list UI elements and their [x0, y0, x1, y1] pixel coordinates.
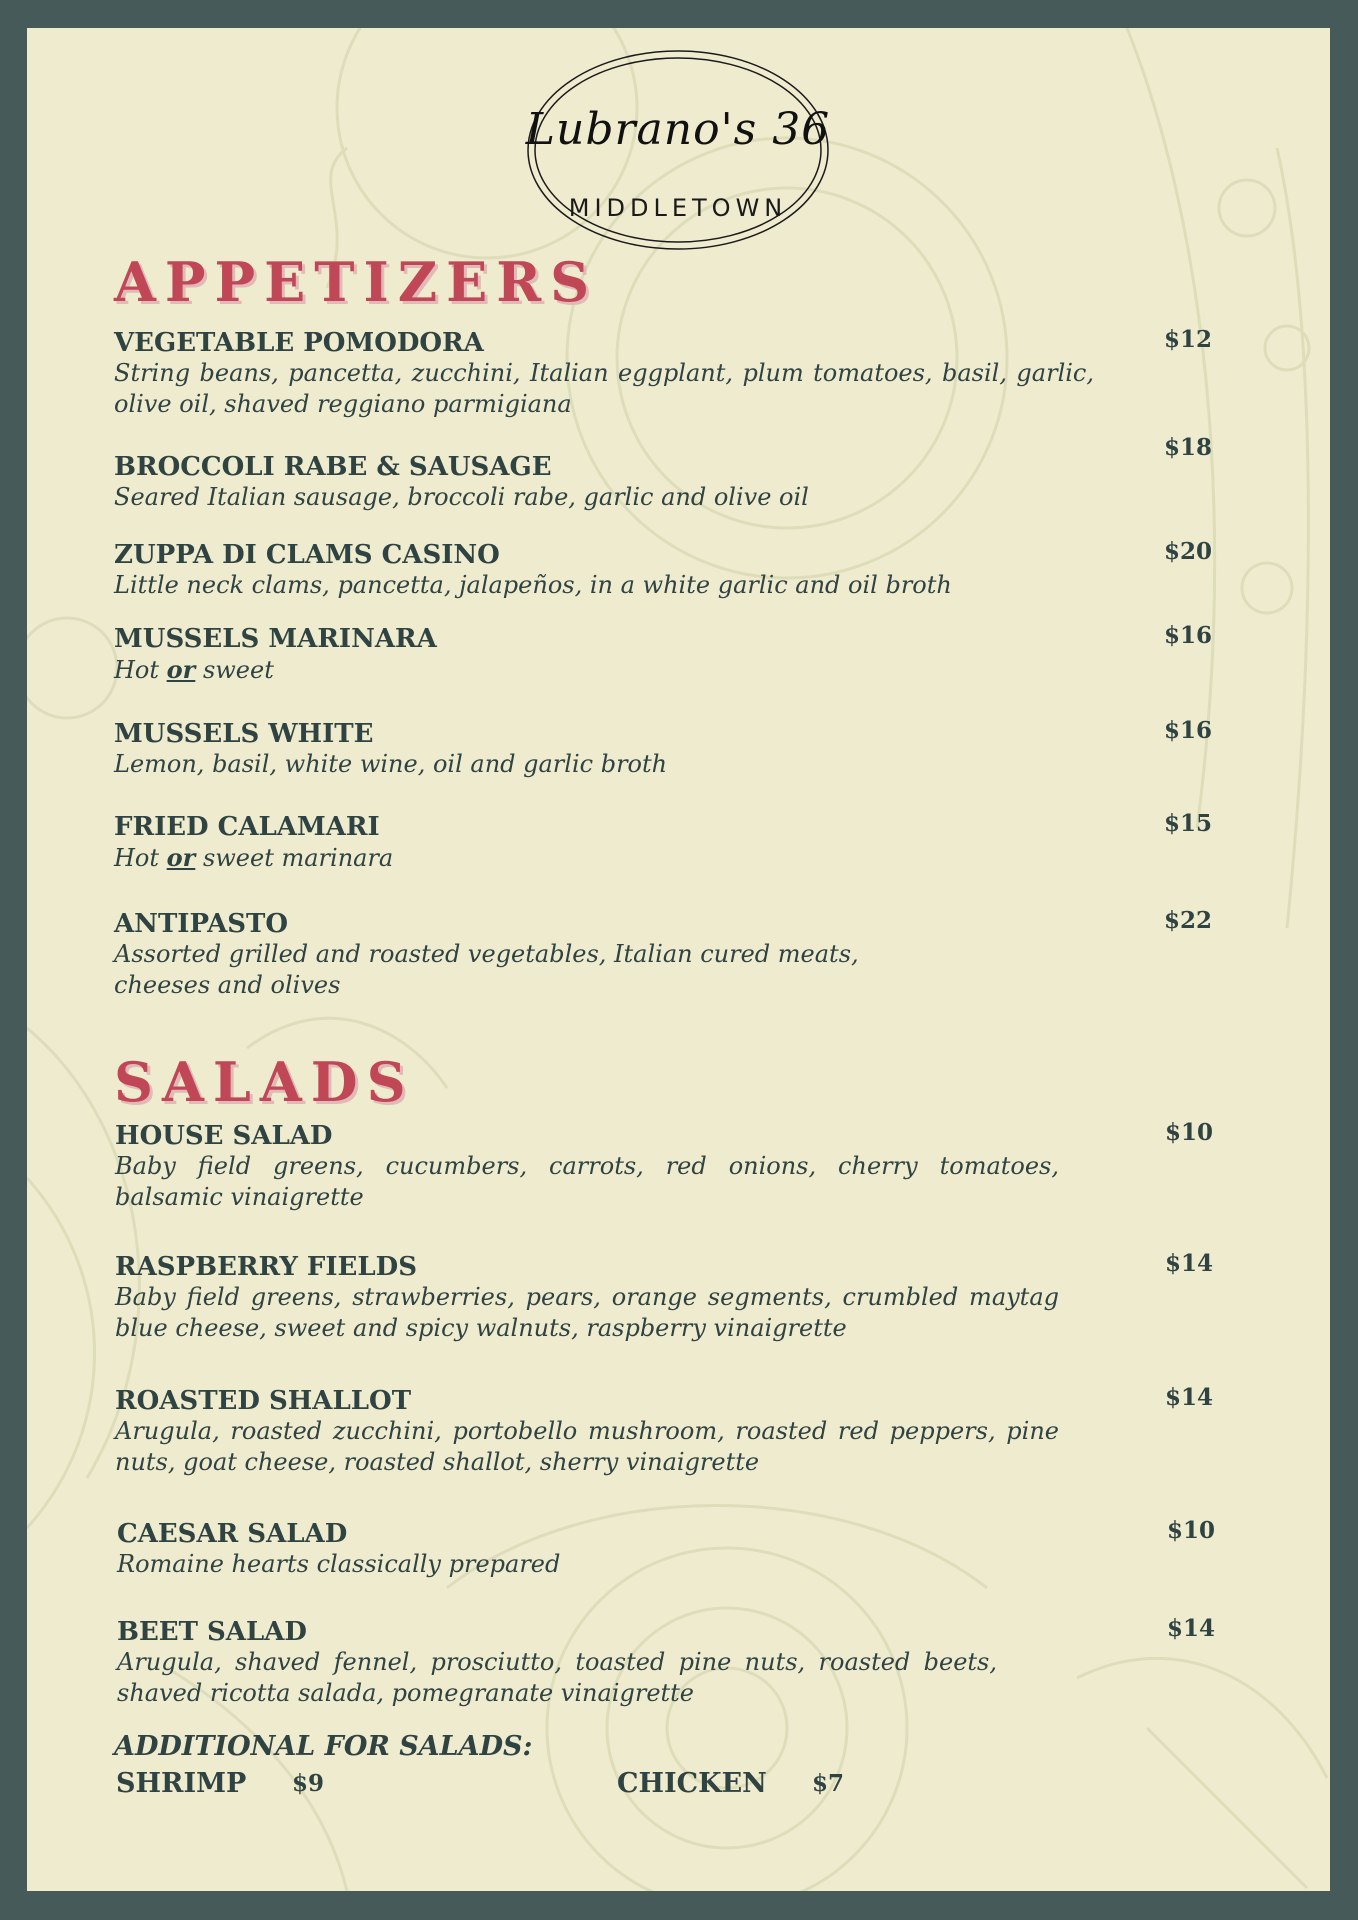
menu-item [114, 909, 884, 1001]
salads-heading: SALADS [114, 1050, 415, 1114]
logo-name: Lubrano's 36 [525, 104, 831, 155]
addon-chicken-price: $7 [812, 1770, 845, 1797]
menu-page [27, 28, 1330, 1891]
item-price: $16 [1164, 717, 1213, 744]
item-description: Baby field greens, cucumbers, carrots, red onions, cherry tomatoes, balsamic vinaigrette [115, 1152, 1059, 1211]
menu-item [115, 1252, 1059, 1344]
item-name: ZUPPA DI CLAMS CASINO [114, 540, 500, 570]
additional-heading: ADDITIONAL FOR SALADS: [114, 1731, 533, 1762]
item-name: HOUSE SALAD [115, 1121, 333, 1151]
restaurant-logo [525, 48, 831, 252]
menu-item [115, 1386, 1059, 1478]
addon-shrimp-price: $9 [292, 1770, 325, 1797]
item-price: $15 [1164, 810, 1213, 837]
item-price: $14 [1165, 1384, 1214, 1411]
item-name: RASPBERRY FIELDS [115, 1252, 417, 1282]
menu-item [114, 719, 1094, 780]
item-description: Romaine hearts classically prepared [117, 1550, 561, 1578]
menu-item [114, 540, 1094, 601]
item-price: $10 [1167, 1517, 1216, 1544]
item-description: Arugula, shaved fennel, prosciutto, toasted pine nuts, roasted beets, shaved ricotta salada, pomegranate vinaigrette [117, 1648, 997, 1707]
item-name: FRIED CALAMARI [114, 812, 380, 842]
item-name: BROCCOLI RABE & SAUSAGE [114, 452, 552, 482]
appetizers-heading: APPETIZERS [114, 250, 599, 314]
item-description: Seared Italian sausage, broccoli rabe, garlic and olive oil [114, 483, 809, 511]
menu-item [114, 452, 1094, 513]
menu-item [117, 1617, 997, 1709]
menu-item [117, 1519, 1061, 1580]
item-description [114, 842, 1094, 874]
item-price: $14 [1167, 1615, 1216, 1642]
desc-part: Hot [114, 656, 167, 684]
item-price: $18 [1164, 434, 1213, 461]
item-price: $14 [1165, 1250, 1214, 1277]
menu-item [114, 812, 1094, 874]
item-description: Arugula, roasted zucchini, portobello mushroom, roasted red peppers, pine nuts, goat cheese, roasted shallot, sherry vinaigrette [115, 1417, 1059, 1476]
menu-item [114, 328, 1094, 420]
addon-chicken-label: CHICKEN [617, 1768, 767, 1799]
item-description: Baby field greens, strawberries, pears, orange segments, crumbled maytag blue cheese, sweet and spicy walnuts, raspberry vinaigrette [115, 1283, 1059, 1342]
menu-item [114, 624, 1094, 686]
desc-part: sweet marinara [195, 844, 394, 872]
item-name: MUSSELS MARINARA [114, 624, 437, 654]
item-name: ANTIPASTO [114, 909, 289, 939]
item-name: MUSSELS WHITE [114, 719, 374, 749]
menu-item [115, 1121, 1059, 1213]
or-emphasis: or [166, 655, 196, 684]
item-price: $12 [1164, 326, 1213, 353]
item-price: $10 [1165, 1119, 1214, 1146]
item-price: $22 [1164, 907, 1213, 934]
item-description: Lemon, basil, white wine, oil and garlic broth [114, 750, 668, 778]
item-price: $20 [1164, 538, 1213, 565]
item-name: BEET SALAD [117, 1617, 307, 1647]
desc-part: Hot [114, 844, 167, 872]
item-description: String beans, pancetta, zucchini, Italian eggplant, plum tomatoes, basil, garlic, olive oil, shaved reggiano parmigiana [114, 359, 1094, 418]
item-price: $16 [1164, 622, 1213, 649]
addon-shrimp-label: SHRIMP [116, 1768, 247, 1799]
logo-location: MIDDLETOWN [568, 194, 788, 222]
item-name: CAESAR SALAD [117, 1519, 348, 1549]
item-description: Assorted grilled and roasted vegetables, Italian cured meats, cheeses and olives [114, 940, 859, 999]
item-name: ROASTED SHALLOT [115, 1386, 412, 1416]
or-emphasis: or [166, 843, 196, 872]
item-description [114, 654, 1094, 686]
desc-part: sweet [195, 656, 274, 684]
item-name: VEGETABLE POMODORA [114, 328, 484, 358]
item-description: Little neck clams, pancetta, jalapeños, in a white garlic and oil broth [114, 571, 952, 599]
